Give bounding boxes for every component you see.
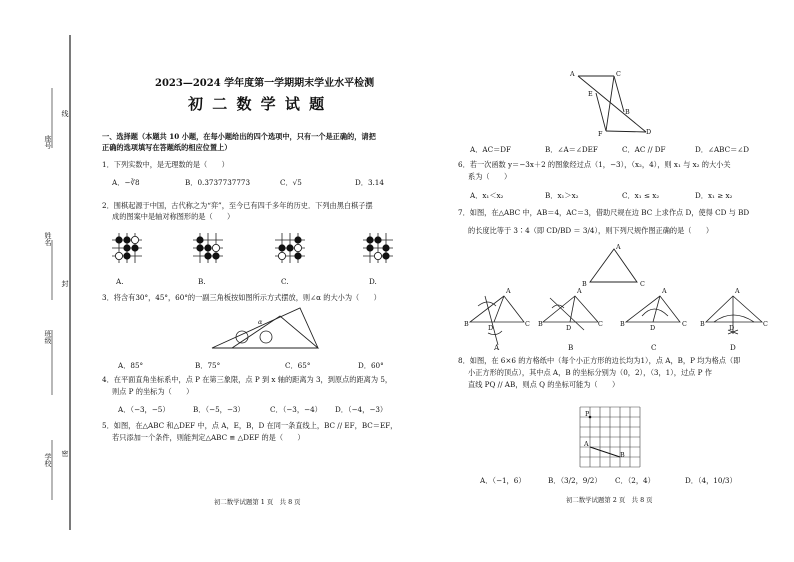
- q5-label-d: D: [646, 128, 652, 136]
- q7d-label-b: B: [700, 320, 705, 328]
- q7-option-d[interactable]: D: [730, 343, 736, 352]
- q4-option-b[interactable]: B．（−5，−3）: [193, 405, 245, 414]
- q7d-label-c: C: [763, 320, 768, 328]
- q5-option-d[interactable]: D．∠ABC＝∠D: [695, 145, 750, 154]
- section-header-cont: 正确的选项填写在答题纸的相应位置上）: [102, 143, 232, 152]
- exam-no-label: 座号: [44, 135, 52, 149]
- q7b-label-a: A: [577, 287, 582, 295]
- q3-option-a[interactable]: A．85°: [118, 361, 144, 370]
- page-2-footer: 初二数学试题第 2 页 共 8 页: [566, 496, 653, 504]
- q2-option-d[interactable]: D.: [369, 277, 377, 286]
- q8-stem-cont: 小正方形的顶点），其中点 A，B 的坐标分别为（0，2），（3，1），过点 P 作: [468, 368, 712, 377]
- q7d-label-a: A: [735, 287, 740, 295]
- q3-option-d[interactable]: D．60°: [358, 361, 384, 370]
- q7-stem: 7．如图，在△ABC 中，AB＝4，AC＝3，借助尺规在边 BC 上求作点 D，使得 CD 与 BD: [458, 208, 750, 217]
- school-label: 学校: [44, 453, 52, 467]
- section-header: 一、选择题（本题共 10 小题，在每小题给出的四个选项中，只有一个是正确的，请把: [102, 132, 376, 141]
- q1-option-c[interactable]: C．√5: [280, 178, 302, 187]
- q5-label-a: A: [570, 70, 575, 78]
- q7c-label-c: C: [682, 320, 687, 328]
- q1-option-d[interactable]: D．3.14: [355, 178, 384, 187]
- q5-label-f: F: [598, 130, 603, 138]
- q6-option-b[interactable]: B．x₁＞x₂: [545, 191, 579, 200]
- q6-option-c[interactable]: C．x₁ ≤ x₂: [622, 191, 660, 200]
- q6-stem: 6．若一次函数 y＝−3x＋2 的图象经过点（1，−3），（x₂，4），则 x₁ 与 x₂ 的大小关: [458, 160, 731, 169]
- q6-option-d[interactable]: D．x₁ ≥ x₂: [695, 191, 733, 200]
- q1-stem: 1．下列实数中，是无理数的是（ ）: [102, 160, 229, 169]
- q2-stem: 2．围棋起源于中国，古代称之为“弈”，至今已有四千多年的历史．下列由黑白棋子摆: [102, 201, 373, 210]
- page-1-footer: 初二数学试题第 1 页 共 8 页: [214, 498, 301, 506]
- q2-option-c[interactable]: C.: [281, 277, 289, 286]
- q7c-label-b: B: [620, 320, 625, 328]
- q4-stem-cont: 则点 P 的坐标为（ ）: [112, 387, 194, 396]
- q7c-label-d: D: [650, 324, 656, 332]
- q5-option-c[interactable]: C．AC // DF: [622, 145, 666, 154]
- q8-option-d[interactable]: D．（4，10/3）: [685, 476, 737, 485]
- q2-option-b[interactable]: B.: [198, 277, 206, 286]
- q8-label-p: P: [585, 410, 590, 418]
- q8-option-a[interactable]: A．（−1，6）: [480, 476, 526, 485]
- q4-option-a[interactable]: A．（−3，−5）: [118, 405, 170, 414]
- q7-label-c: C: [640, 280, 645, 288]
- q3-option-b[interactable]: B．75°: [195, 361, 221, 370]
- seal-label: 封: [61, 280, 69, 287]
- q4-option-c[interactable]: C．（−3，−4）: [270, 405, 322, 414]
- q7-option-a[interactable]: A: [494, 343, 500, 352]
- q3-option-c[interactable]: C．65°: [285, 361, 311, 370]
- q7b-label-c: C: [598, 320, 603, 328]
- dense-label: 密: [61, 450, 69, 457]
- q3-alpha-label: α: [258, 318, 263, 326]
- q2-stem-cont: 成的图案中是轴对称图形的是（ ）: [112, 212, 235, 221]
- q6-option-a[interactable]: A．x₁＜x₂: [470, 191, 504, 200]
- q5-stem: 5．如图，在△ABC 和△DEF 中，点 A，E，B，D 在同一条直线上，BC // EF，BC＝EF，: [102, 421, 398, 430]
- q1-option-a[interactable]: A．−∛8: [112, 178, 140, 187]
- q7-stem-cont: 的长度比等于 3∶4（即 CD/BD ＝ 3/4），则下列尺规作图正确的是（ ）: [468, 226, 714, 235]
- q7b-label-b: B: [538, 320, 543, 328]
- q3-stem: 3．将含有30°，45°，60°的一副三角板按如图所示方式摆放，则∠α 的大小为（ ）: [102, 293, 381, 302]
- q7-label-b: B: [582, 280, 587, 288]
- exam-top-title: 2023—2024 学年度第一学期期末学业水平检测: [155, 78, 375, 89]
- q4-stem: 4．在平面直角坐标系中，点 P 在第三象限，点 P 到 x 轴的距离为 3，到原点的距离为 5，: [102, 375, 393, 384]
- q7a-label-a: A: [506, 287, 511, 295]
- q5-label-b: B: [625, 108, 630, 116]
- q1-option-b[interactable]: B．0.3737737773: [185, 178, 251, 187]
- q8-stem: 8．如图，在 6×6 的方格纸中（每个小正方形的边长均为1），点 A，B，P 均为格点（即: [458, 356, 741, 365]
- q7b-label-d: D: [566, 324, 572, 332]
- exam-main-title: 初 二 数 学 试 题: [188, 95, 327, 113]
- q7d-label-d: D: [729, 324, 735, 332]
- q7a-label-d: D: [488, 324, 494, 332]
- q8-label-b: B: [620, 451, 625, 459]
- q5-option-a[interactable]: A．AC＝DF: [470, 145, 512, 154]
- q7a-label-c: C: [525, 320, 530, 328]
- q7-label-a: A: [616, 243, 621, 251]
- q5-stem-cont: 若只添加一个条件，则能判定△ABC ≌ △DEF 的是（ ）: [112, 433, 305, 442]
- q7-option-b[interactable]: B: [568, 343, 574, 352]
- q7c-label-a: A: [662, 287, 667, 295]
- q5-label-e: E: [588, 90, 593, 98]
- q8-option-b[interactable]: B．（3/2，9/2）: [548, 476, 602, 485]
- name-label: 姓名: [44, 232, 52, 246]
- q8-stem-cont-2: 直线 PQ // AB，则点 Q 的坐标可能为（ ）: [468, 380, 620, 389]
- q8-label-a: A: [584, 440, 589, 448]
- q5-label-c: C: [616, 70, 621, 78]
- q7a-label-b: B: [464, 320, 469, 328]
- q6-stem-cont: 系为（ ）: [468, 172, 512, 181]
- q5-option-b[interactable]: B．∠A＝∠DEF: [545, 145, 598, 154]
- q7-option-c[interactable]: C: [651, 343, 657, 352]
- q8-option-c[interactable]: C．（2，4）: [615, 476, 655, 485]
- q4-option-d[interactable]: D．（−4，−3）: [335, 405, 388, 414]
- q2-option-a[interactable]: A.: [116, 277, 124, 286]
- line-label: 线: [61, 110, 69, 117]
- class-label: 班级: [44, 330, 52, 344]
